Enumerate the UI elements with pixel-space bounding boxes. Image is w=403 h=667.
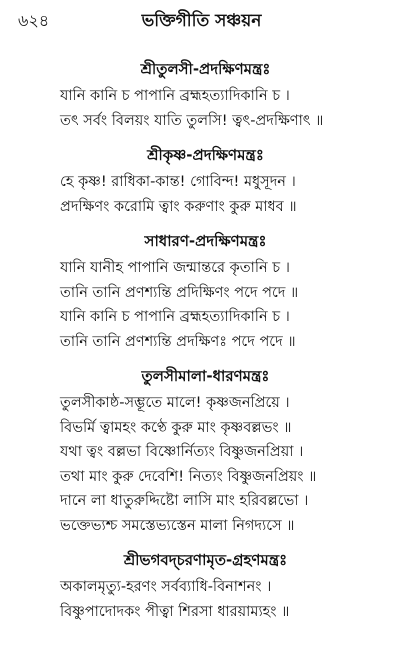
- section-tulsi-mala: [0, 365, 403, 538]
- verse-line: প্রদক্ষিণং করোমি ত্বাং করুণাং কুরু মাধব ॥: [60, 198, 297, 215]
- verse-line: হে কৃষ্ণ! রাধিকা-কান্ত! গোবিন্দ! মধুসূদন ।: [60, 174, 296, 190]
- section-heading: শ্রীভগবদ্চরণামৃত-গ্রহণমন্ত্রঃ: [123, 551, 288, 569]
- verse-line: বিভর্মি ত্বামহং কণ্ঠে কুরু মাং কৃষ্ণবল্লভং ॥: [60, 419, 292, 436]
- section-tulsi-pradakshina: [0, 58, 403, 133]
- section-heading: শ্রীতুলসী-প্রদক্ষিণমন্ত্রঃ: [140, 60, 271, 78]
- verse-line: তৎ সর্বং বিলয়ং যাতি তুলসি! ত্বৎ-প্রদক্ষিণাৎ ॥: [60, 112, 324, 129]
- page-header: [0, 6, 403, 30]
- verse-line: অকালমৃত্যু-হরণং সর্বব্যাধি-বিনাশনং ।: [60, 579, 272, 595]
- page-content: [0, 58, 403, 635]
- section-heading: তুলসীমালা-ধারণমন্ত্রঃ: [141, 367, 270, 385]
- verse-line: যানি কানি চ পাপানি ব্রহ্মহত্যাদিকানি চ ।: [60, 88, 290, 104]
- section-general-pradakshina: [0, 230, 403, 354]
- verse-line: যানি যানীহ পাপানি জন্মান্তরে কৃতানি চ ।: [60, 260, 290, 276]
- running-title: ভক্তিগীতি সঞ্চয়ন: [141, 11, 262, 31]
- verse-line: তানি তানি প্রণশ্যন্তি প্রদক্ষিণঃ পদে পদে ॥: [60, 333, 296, 350]
- verse-line: তানি তানি প্রণশ্যন্তি প্রদিক্ষিণং পদে পদে ॥: [60, 284, 299, 301]
- verse-line: বিষ্ণুপাদোদকং পীত্বা শিরসা ধারয়াম্যহং ॥: [60, 603, 290, 620]
- verse-line: যথা ত্বং বল্লভা বিষ্ণোর্নিত্যং বিষ্ণুজনপ্রিয়া ।: [60, 444, 304, 460]
- verse-line: তথা মাং কুরু দেবেশি! নিত্যং বিষ্ণুজনপ্রিয়ং ॥: [60, 468, 317, 485]
- section-heading: সাধারণ-প্রদক্ষিণমন্ত্রঃ: [144, 232, 267, 250]
- verse-line: ভক্তেভ্যশ্চ সমস্তেভ্যস্তেন মালা নিগদ্যসে ॥: [60, 517, 295, 534]
- section-heading: শ্রীকৃষ্ণ-প্রদক্ষিণমন্ত্রঃ: [147, 146, 264, 164]
- verse-line: যানি কানি চ পাপানি ব্রহ্মহত্যাদিকানি চ ।: [60, 309, 290, 325]
- verse-line: তুলসীকাষ্ঠ-সম্ভূতে মালে! কৃষ্ণজনপ্রিয়ে ।: [60, 395, 290, 411]
- verse-line: দানে লা ধাতুরুদ্দিষ্টো লাসি মাং হরিবল্লভো ।: [60, 493, 309, 509]
- section-charanamrita: [0, 549, 403, 624]
- section-krishna-pradakshina: [0, 144, 403, 219]
- page-number: ৬২৪: [18, 11, 50, 30]
